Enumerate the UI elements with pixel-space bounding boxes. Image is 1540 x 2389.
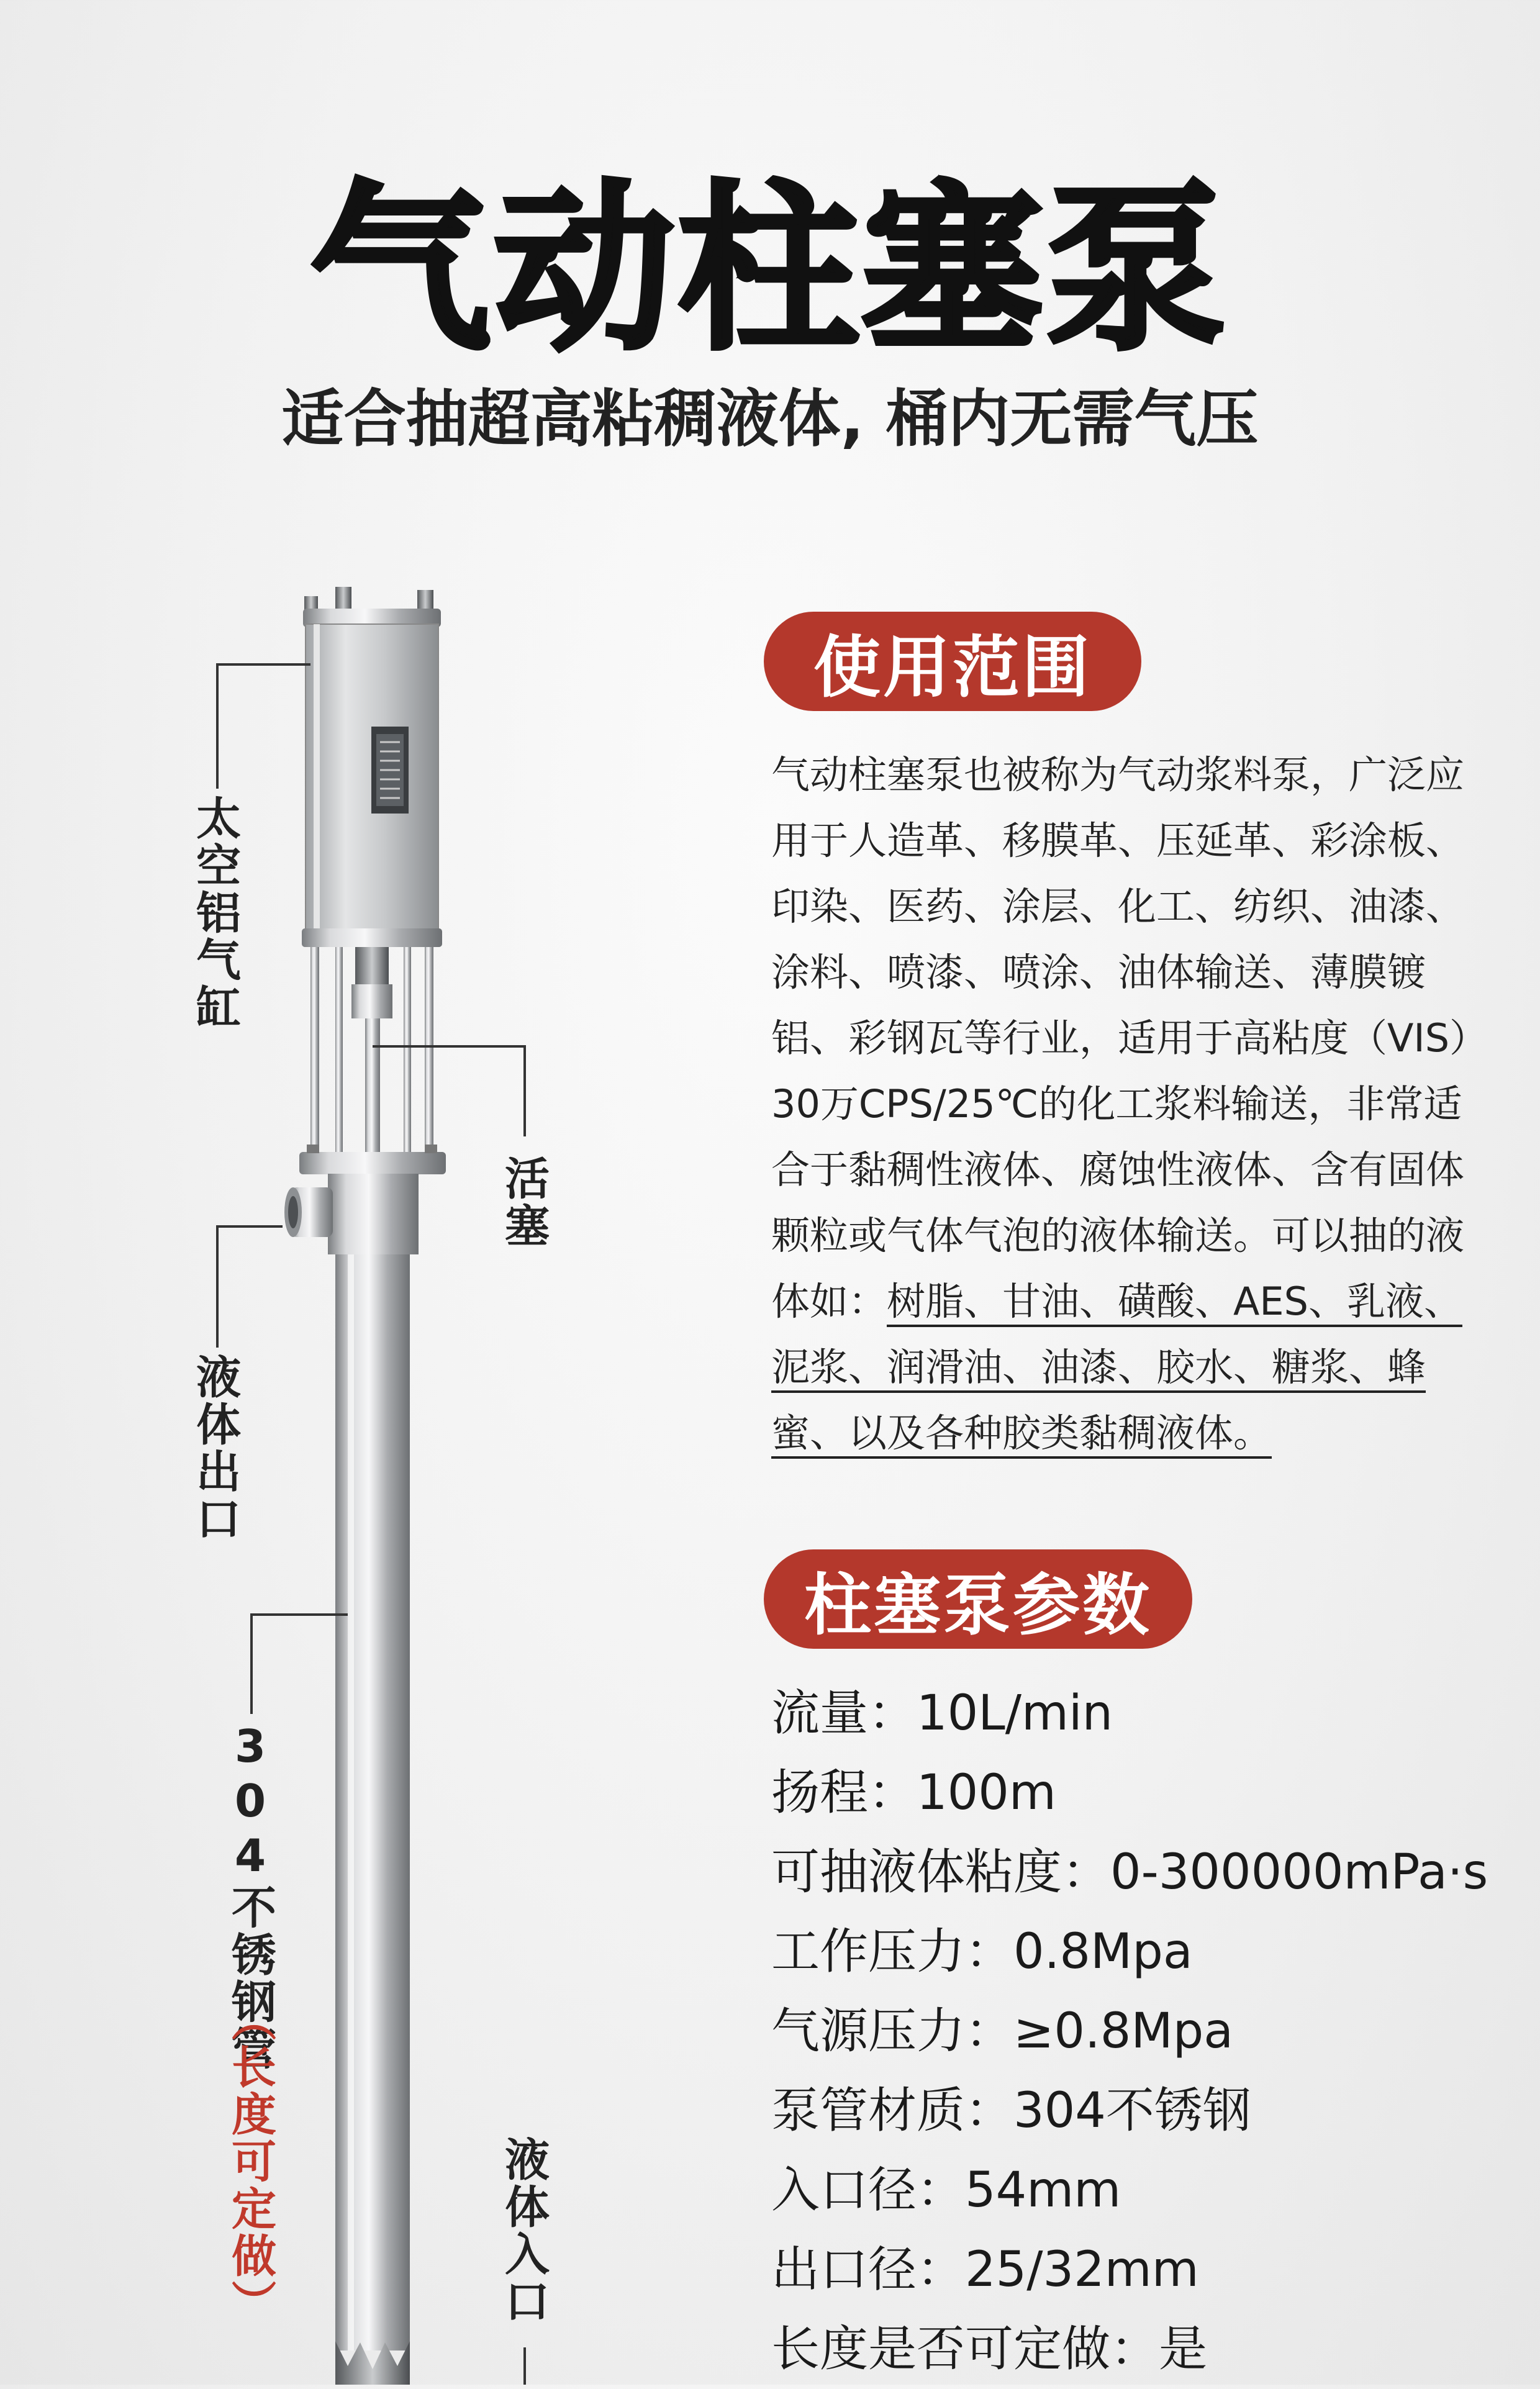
param-item: 长度是否可定做：是	[771, 2321, 1208, 2377]
usage-heading: 使用范围	[764, 612, 1141, 711]
bolt-shape	[335, 587, 351, 612]
tie-rod	[425, 947, 433, 1152]
leader-line-piston	[373, 1046, 525, 1136]
usage-description	[771, 742, 1473, 1466]
usage-text: 气动柱塞泵也被称为气动浆料泵，广泛应用于人造革、移膜革、压延革、彩涂板、印染、医药、涂层、化工、纺织、油漆、涂料、喷漆、喷涂、油体输送、薄膜镀铝、彩钢瓦等行业，适用于高粘度（VIS）30万CPS/25℃的化工浆料输送，非常适合于黏稠性液体、腐蚀性液体、含有固体颗粒或气体气泡的液体输送。可以抽的液体如：	[771, 752, 1469, 1324]
label-cylinder: 太空铝气缸	[189, 795, 241, 1031]
label-inlet: 液体入口	[497, 2136, 550, 2325]
leader-line-cylinder	[217, 664, 310, 789]
params-heading: 柱塞泵参数	[764, 1549, 1192, 1649]
piston-rod	[365, 1018, 380, 1155]
stainless-tube	[335, 1254, 410, 2350]
param-item: 出口径：25/32mm	[771, 2242, 1199, 2298]
label-tube: 304不锈钢管	[224, 1720, 276, 2073]
label-piston: 活塞	[497, 1155, 550, 1249]
param-item: 气源压力：≥0.8Mpa	[771, 2003, 1234, 2059]
label-tube-note: （长度可定做）	[224, 1997, 276, 2327]
param-item: 可抽液体粘度：0-300000mPa·s	[771, 1844, 1488, 1900]
pump-illustration	[0, 0, 770, 2385]
page-title: 气动柱塞泵	[310, 165, 1230, 374]
label-outlet: 液体出口	[189, 1354, 241, 1543]
page-subtitle: 适合抽超高粘稠液体, 桶内无需气压	[281, 383, 1259, 455]
usage-liquid-list: 树脂、甘油、磺酸、AES、乳液、泥浆、润滑油、油漆、胶水、糖浆、蜂蜜、以及各种胶类黏稠液体。	[771, 1279, 1462, 1456]
param-item: 入口径：54mm	[771, 2162, 1121, 2218]
cylinder-bottom-cap	[302, 928, 442, 947]
params-list	[771, 1674, 1488, 2389]
param-item: 工作压力：0.8Mpa	[771, 1924, 1193, 1980]
flange	[299, 1152, 446, 1174]
param-item: 流量：10L/min	[771, 1685, 1113, 1741]
tie-rod	[310, 947, 319, 1152]
param-item: 泵管材质：304不锈钢	[771, 2083, 1251, 2139]
rod-coupler	[355, 947, 389, 984]
param-item: 扬程：100m	[771, 1765, 1056, 1821]
leader-line-tube	[251, 1615, 348, 1714]
pump-body	[328, 1174, 419, 1254]
leader-line-outlet	[217, 1226, 283, 1348]
